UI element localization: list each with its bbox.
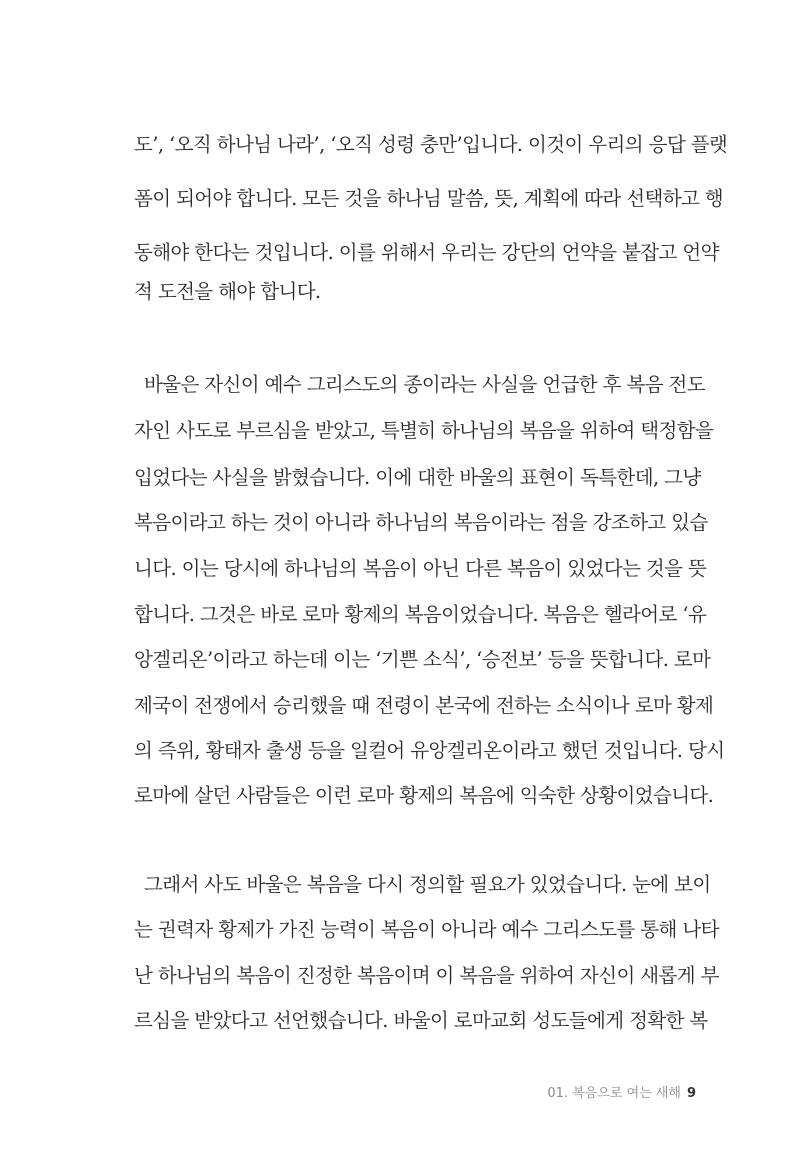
paragraph-2-line-8: 제국이 전쟁에서 승리했을 때 전령이 본국에 전하는 소식이나 로마 황제	[134, 694, 714, 717]
paragraph-2-line-9: 의 즉위, 황태자 출생 등을 일컬어 유앙겔리온이라고 했던 것입니다. 당시	[134, 739, 725, 762]
paragraph-1-line-1: 도’, ‘오직 하나님 나라’, ‘오직 성령 충만’입니다. 이것이 우리의 응답 플랫	[134, 133, 728, 156]
chapter-title: 01. 복음으로 여는 새해	[547, 1086, 681, 1101]
paragraph-2-line-2: 자인 사도로 부르심을 받았고, 특별히 하나님의 복음을 위하여 택정함을	[134, 419, 714, 442]
paragraph-2-line-7: 앙겔리온’이라고 하는데 이는 ‘기쁜 소식’, ‘승전보’ 등을 뜻합니다. 로마	[134, 648, 711, 671]
paragraph-1-line-4: 적 도전을 해야 합니다.	[134, 280, 321, 303]
page-number: 9	[686, 1086, 696, 1101]
paragraph-2-line-1: 바울은 자신이 예수 그리스도의 종이라는 사실을 언급한 후 복음 전도	[144, 373, 706, 396]
paragraph-2-line-10: 로마에 살던 사람들은 이런 로마 황제의 복음에 익숙한 상황이었습니다.	[134, 784, 714, 807]
paragraph-1-line-3: 동해야 한다는 것입니다. 이를 위해서 우리는 강단의 언약을 붙잡고 언약	[134, 241, 719, 264]
page-footer	[547, 1082, 696, 1101]
paragraph-3-line-2: 는 권력자 황제가 가진 능력이 복음이 아니라 예수 그리스도를 통해 나타	[134, 918, 719, 941]
paragraph-2-line-5: 니다. 이는 당시에 하나님의 복음이 아닌 다른 복음이 있었다는 것을 뜻	[134, 557, 707, 580]
paragraph-1-line-2: 폼이 되어야 합니다. 모든 것을 하나님 말씀, 뜻, 계획에 따라 선택하고 행	[134, 187, 724, 210]
paragraph-2-line-6: 합니다. 그것은 바로 로마 황제의 복음이었습니다. 복음은 헬라어로 ‘유	[134, 603, 707, 626]
paragraph-2-line-3: 입었다는 사실을 밝혔습니다. 이에 대한 바울의 표현이 독특한데, 그냥	[134, 466, 701, 489]
paragraph-2-line-4: 복음이라고 하는 것이 아니라 하나님의 복음이라는 점을 강조하고 있습	[134, 511, 708, 534]
paragraph-3-line-4: 르심을 받았다고 선언했습니다. 바울이 로마교회 성도들에게 정확한 복	[134, 1009, 708, 1032]
paragraph-3-line-1: 그래서 사도 바울은 복음을 다시 정의할 필요가 있었습니다. 눈에 보이	[144, 873, 711, 896]
paragraph-3-line-3: 난 하나님의 복음이 진정한 복음이며 이 복음을 위하여 자신이 새롭게 부	[134, 964, 719, 987]
